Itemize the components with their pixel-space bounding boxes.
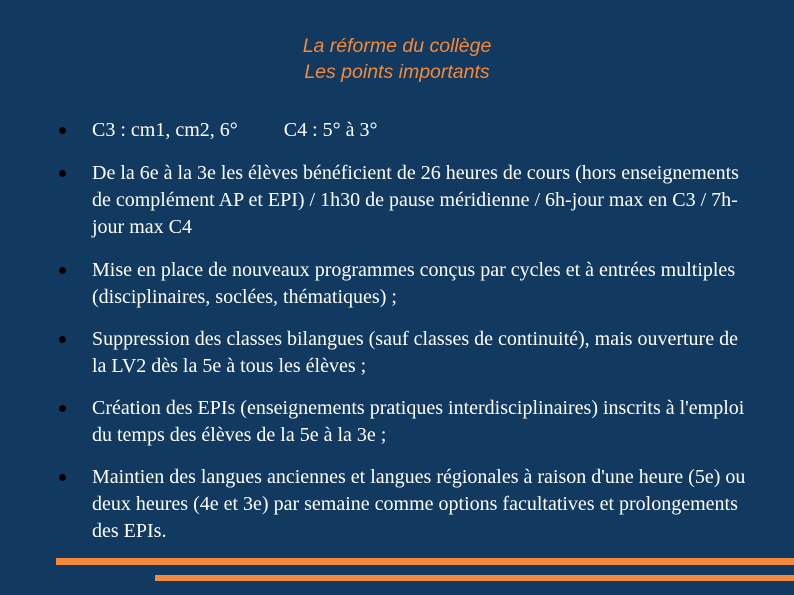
bullet-bilangues: Suppression des classes bilangues (sauf classes de continuité), mais ouverture de la LV2 dès la 5e à tous les élèves ; [92, 326, 752, 380]
accent-bar-top [56, 558, 794, 565]
title-line-1: La réforme du collège [302, 35, 492, 57]
bullet-epis: Création des EPIs (enseignements pratiques interdisciplinaires) inscrits à l'emploi du temps des élèves de la 5e à la 3e ; [92, 395, 752, 449]
accent-bar-bottom [155, 575, 794, 581]
slide-title [0, 33, 794, 85]
title-line-2: Les points importants [304, 61, 490, 83]
bullet-languages: Maintien des langues anciennes et langues régionales à raison d'une heure (5e) ou deux heures (4e et 3e) par semaine comme options facultatives et prolongements des EPIs. [92, 464, 752, 545]
bullet-cycles [92, 117, 752, 144]
cycle-c3-text: C3 : cm1, cm2, 6° [92, 119, 238, 141]
cycle-c4-text: C4 : 5° à 3° [283, 119, 378, 141]
bullet-programs: Mise en place de nouveaux programmes conçus par cycles et à entrées multiples (disciplinaires, soclées, thématiques) ; [92, 257, 752, 311]
bullet-hours: De la 6e à la 3e les élèves bénéficient de 26 heures de cours (hors enseignements de complément AP et EPI) / 1h30 de pause méridienne / 6h-jour max en C3 / 7h-jour max C4 [92, 160, 752, 241]
